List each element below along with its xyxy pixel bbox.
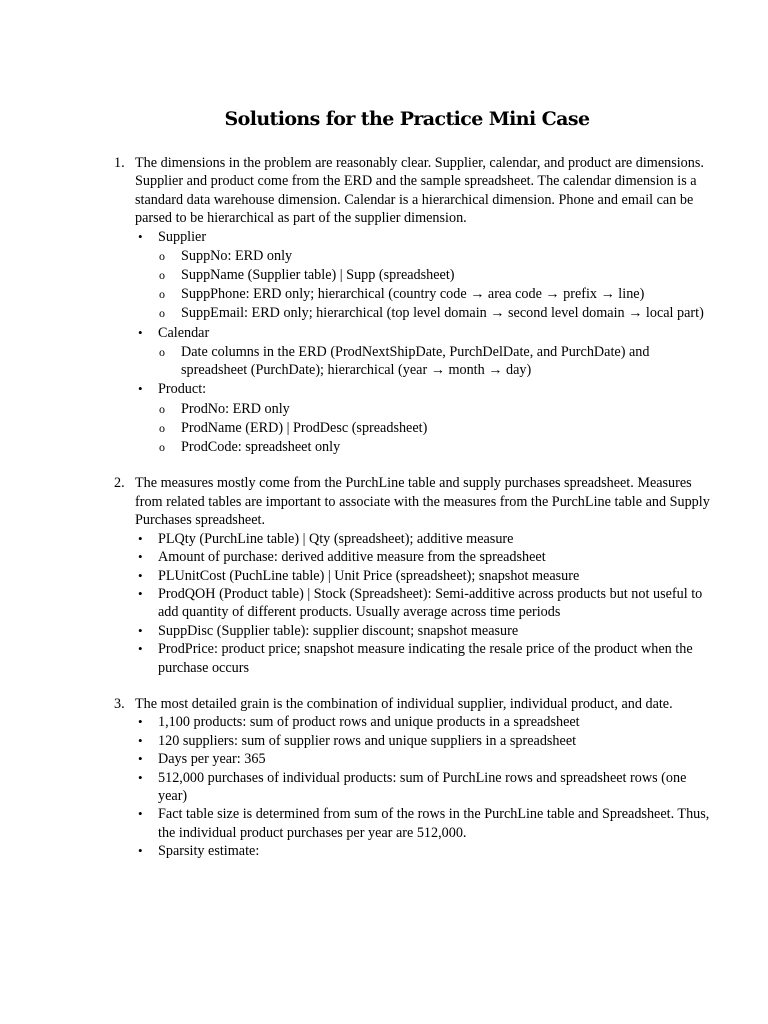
sub-bullet-item: o SuppEmail: ERD only; hierarchical (top level domain → second level domain → local part) bbox=[158, 304, 714, 322]
bullet-text: Product: bbox=[158, 381, 207, 398]
item-number: 3. bbox=[114, 695, 125, 712]
bullet-list bbox=[135, 228, 714, 457]
sub-bullet-list bbox=[158, 343, 714, 380]
list-item-1 bbox=[114, 154, 714, 456]
page-title: Solutions for the Practice Mini Case bbox=[224, 108, 590, 130]
sub-bullet-list bbox=[158, 247, 714, 323]
numbered-list bbox=[114, 154, 714, 861]
sub-bullet-item: o ProdNo: ERD only bbox=[158, 400, 714, 418]
bullet-item: • Sparsity estimate: bbox=[135, 842, 714, 860]
bullet-list bbox=[135, 530, 714, 677]
bullet-text: Calendar bbox=[158, 324, 210, 341]
bullet-item: • 512,000 purchases of individual products: sum of PurchLine rows and spreadsheet rows (one year) bbox=[135, 769, 714, 806]
bullet-item: • ProdQOH (Product table) | Stock (Spreadsheet): Semi-additive across products but not useful to add quantity of different products. Usually average across time periods bbox=[135, 585, 714, 622]
item-text: The dimensions in the problem are reasonably clear. Supplier, calendar, and product are dimensions. Supplier and product come from the ERD and the sample spreadsheet. The calendar dimension is a standard data warehouse dimension. Calendar is a hierarchical dimension. Phone and email can be parsed to be hierarchical as part of the supplier dimension. bbox=[135, 155, 704, 227]
bullet-item bbox=[135, 228, 714, 323]
sub-bullet-item: o ProdCode: spreadsheet only bbox=[158, 438, 714, 456]
item-text: The most detailed grain is the combination of individual supplier, individual product, and date. bbox=[135, 695, 673, 712]
sub-bullet-item: o SuppPhone: ERD only; hierarchical (country code → area code → prefix → line) bbox=[158, 285, 714, 303]
list-item-2 bbox=[114, 474, 714, 676]
bullet-list bbox=[135, 713, 714, 860]
sub-bullet-list bbox=[158, 400, 714, 457]
sub-bullet-item: o Date columns in the ERD (ProdNextShipDate, PurchDelDate, and PurchDate) and spreadsheet (PurchDate); hierarchical (year → month → day) bbox=[158, 343, 714, 380]
bullet-item: • Fact table size is determined from sum of the rows in the PurchLine table and Spreadsheet. Thus, the individual product purchases per year are 512,000. bbox=[135, 805, 714, 842]
item-text: The measures mostly come from the PurchLine table and supply purchases spreadsheet. Measures from related tables are important to associate with the measures from the PurchLine table and Supply Purchases spreadsheet. bbox=[135, 475, 710, 529]
sub-bullet-item: o SuppName (Supplier table) | Supp (spreadsheet) bbox=[158, 266, 714, 284]
bullet-item: • ProdPrice: product price; snapshot measure indicating the resale price of the product when the purchase occurs bbox=[135, 640, 714, 677]
bullet-item: • 1,100 products: sum of product rows and unique products in a spreadsheet bbox=[135, 713, 714, 731]
bullet-item: • 120 suppliers: sum of supplier rows and unique suppliers in a spreadsheet bbox=[135, 732, 714, 750]
list-item-3 bbox=[114, 695, 714, 861]
bullet-item bbox=[135, 380, 714, 456]
item-number: 1. bbox=[114, 155, 125, 171]
bullet-item: • PLUnitCost (PuchLine table) | Unit Price (spreadsheet); snapshot measure bbox=[135, 567, 714, 585]
bullet-item bbox=[135, 324, 714, 380]
bullet-item: • PLQty (PurchLine table) | Qty (spreadsheet); additive measure bbox=[135, 530, 714, 548]
item-number: 2. bbox=[114, 475, 125, 492]
bullet-item: • Amount of purchase: derived additive measure from the spreadsheet bbox=[135, 548, 714, 566]
bullet-item: • Days per year: 365 bbox=[135, 750, 714, 768]
sub-bullet-item: o ProdName (ERD) | ProdDesc (spreadsheet) bbox=[158, 419, 714, 437]
bullet-item: • SuppDisc (Supplier table): supplier discount; snapshot measure bbox=[135, 622, 714, 640]
bullet-text: Supplier bbox=[158, 228, 207, 245]
sub-bullet-item: o SuppNo: ERD only bbox=[158, 247, 714, 265]
